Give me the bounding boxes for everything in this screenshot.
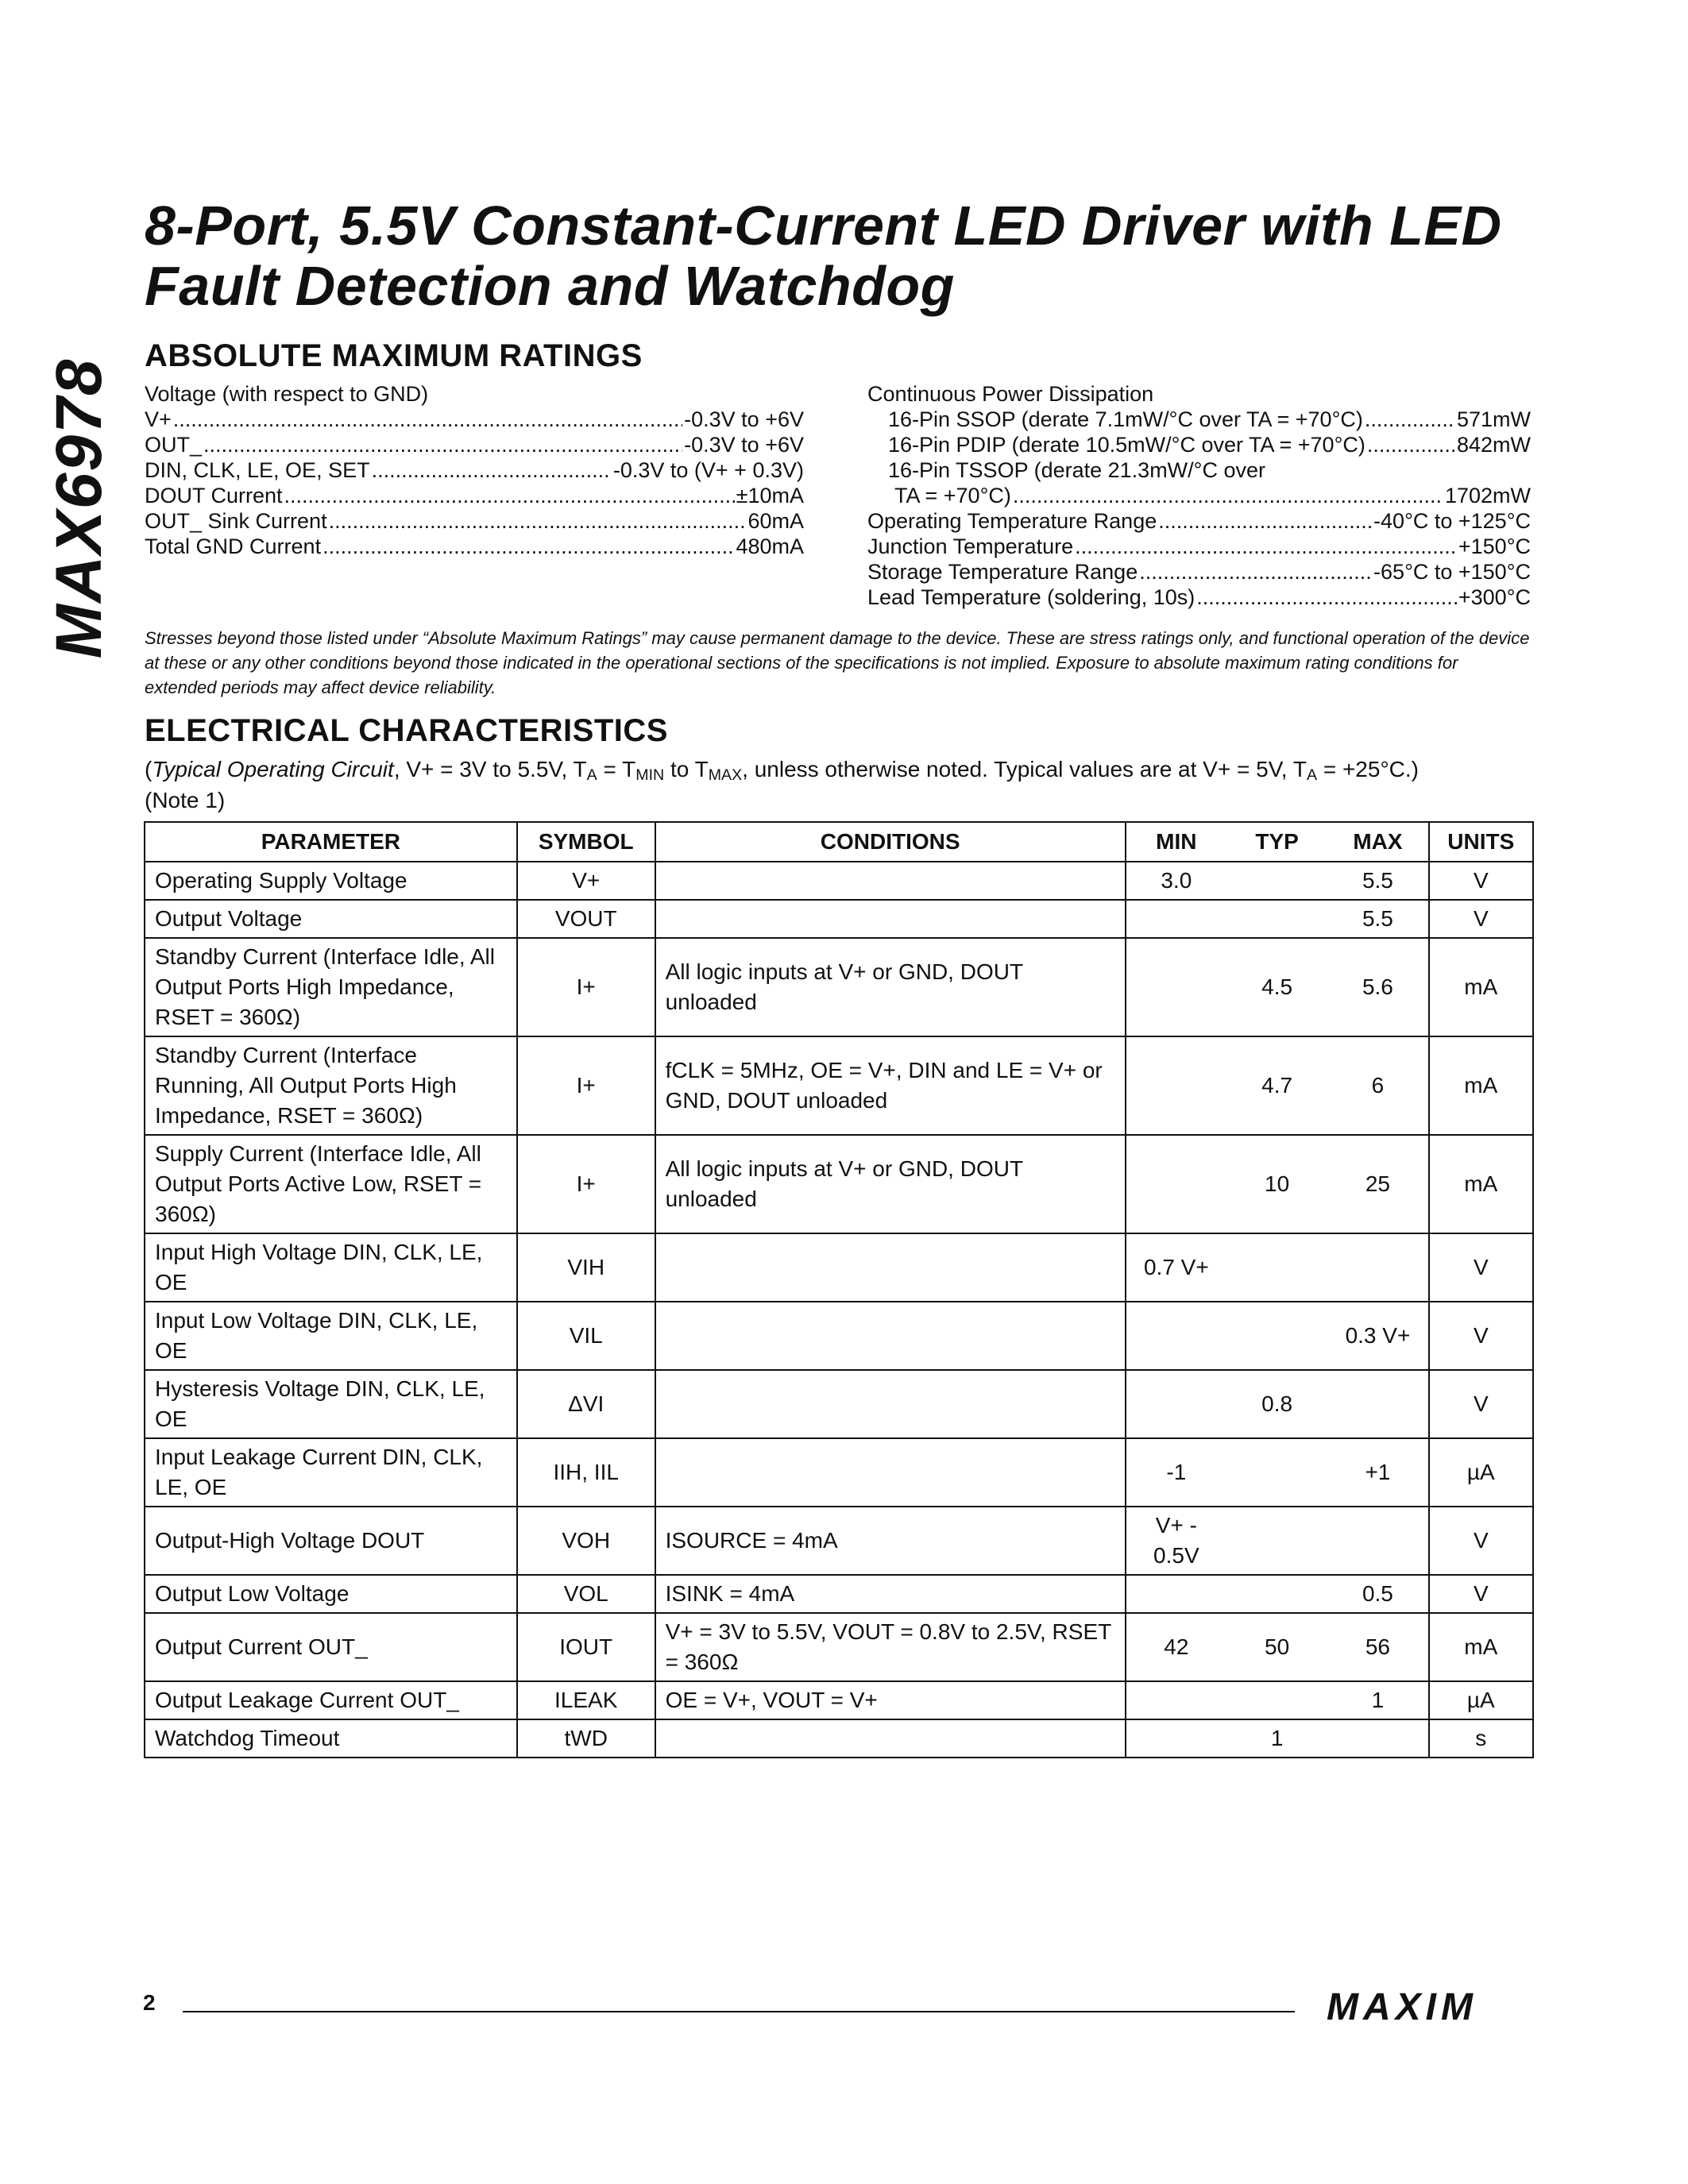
amr-right-list <box>867 407 1531 610</box>
cell-min <box>1126 1575 1226 1613</box>
cell-typ: 1 <box>1226 1719 1327 1758</box>
leader-dots <box>323 534 734 559</box>
cell-symbol: VOH <box>517 1507 655 1575</box>
cell-typ <box>1226 862 1327 900</box>
rating-row <box>867 407 1531 432</box>
cell-typ <box>1226 1302 1327 1370</box>
cell-symbol: I+ <box>517 1135 655 1233</box>
cell-symbol: VIL <box>517 1302 655 1370</box>
cell-min <box>1126 1719 1226 1758</box>
cell-min: 0.7 V+ <box>1126 1233 1226 1302</box>
leader-dots <box>329 508 747 534</box>
rating-row <box>867 585 1531 610</box>
amr-right-column <box>867 381 1531 610</box>
cell-units: mA <box>1429 1135 1533 1233</box>
cell-typ <box>1226 1507 1327 1575</box>
rating-label: 16-Pin PDIP (derate 10.5mW/°C over TA = +70°C) <box>888 433 1365 457</box>
page-footer <box>143 1985 1525 2028</box>
cell-min <box>1126 938 1226 1036</box>
cell-conditions <box>655 1719 1126 1758</box>
cell-typ <box>1226 1233 1327 1302</box>
cell-units: mA <box>1429 1036 1533 1135</box>
ec-heading: ELECTRICAL CHARACTERISTICS <box>145 713 668 748</box>
leader-dots <box>203 432 682 457</box>
rating-row <box>145 432 804 457</box>
rating-value: -40°C to +125°C <box>1373 509 1531 533</box>
rating-label: Junction Temperature <box>867 534 1074 558</box>
leader-dots <box>1139 559 1372 585</box>
cell-conditions <box>655 900 1126 938</box>
cell-conditions: ISINK = 4mA <box>655 1575 1126 1613</box>
cell-units: V <box>1429 862 1533 900</box>
cell-min <box>1126 1681 1226 1719</box>
cell-min <box>1126 900 1226 938</box>
cell-typ: 10 <box>1226 1135 1327 1233</box>
cell-parameter: Output-High Voltage DOUT <box>145 1507 517 1575</box>
rating-label: V+ <box>145 407 172 431</box>
cell-max: 56 <box>1327 1613 1428 1681</box>
cell-symbol: I+ <box>517 938 655 1036</box>
leader-dots <box>1158 508 1372 534</box>
cell-units: V <box>1429 1302 1533 1370</box>
header-max: MAX <box>1327 822 1428 862</box>
cell-symbol: IIH, IIL <box>517 1438 655 1507</box>
header-typ: TYP <box>1226 822 1327 862</box>
cell-parameter: Operating Supply Voltage <box>145 862 517 900</box>
table-header-row <box>145 822 1533 862</box>
ec-intro-italic: Typical Operating Circuit <box>152 757 394 781</box>
stress-note: Stresses beyond those listed under “Absolute Maximum Ratings” may cause permanent damage to the device. These are stress ratings only, and functional operation of the device at these or any other conditions beyond those indicated in the operational sections of the specifications is not implied. Exposure to absolute maximum rating conditions for extended periods may affect device reliability. <box>145 628 1530 697</box>
cell-parameter: Input Leakage Current DIN, CLK, LE, OE <box>145 1438 517 1507</box>
cell-max <box>1327 1507 1428 1575</box>
rating-row <box>867 457 1531 483</box>
cell-units: mA <box>1429 1613 1533 1681</box>
cell-units: µA <box>1429 1438 1533 1507</box>
cell-typ: 0.8 <box>1226 1370 1327 1438</box>
cell-typ <box>1226 1681 1327 1719</box>
leader-dots <box>173 407 682 432</box>
rating-label: 16-Pin SSOP (derate 7.1mW/°C over TA = +70°C) <box>888 407 1363 431</box>
rating-label: Total GND Current <box>145 534 322 558</box>
leader-dots <box>1367 432 1455 457</box>
rating-label: Storage Temperature Range <box>867 560 1138 584</box>
table-row <box>145 1036 1533 1135</box>
leader-dots <box>372 457 612 483</box>
rating-value: 842mW <box>1456 433 1531 457</box>
cell-units: V <box>1429 1370 1533 1438</box>
header-symbol: SYMBOL <box>517 822 655 862</box>
cell-conditions <box>655 1370 1126 1438</box>
cell-units: µA <box>1429 1681 1533 1719</box>
page-number: 2 <box>143 1990 156 2015</box>
rating-value: +300°C <box>1458 585 1531 609</box>
cell-max <box>1327 1719 1428 1758</box>
cell-symbol: IOUT <box>517 1613 655 1681</box>
table-row <box>145 1233 1533 1302</box>
rating-row <box>145 534 804 559</box>
cell-typ <box>1226 1438 1327 1507</box>
cell-conditions: ISOURCE = 4mA <box>655 1507 1126 1575</box>
maxim-logo: MAXIM <box>1327 1986 1477 2028</box>
rating-value: -65°C to +150°C <box>1373 560 1531 584</box>
cell-parameter: Watchdog Timeout <box>145 1719 517 1758</box>
rating-label: OUT_ Sink Current <box>145 509 327 533</box>
cell-symbol: V+ <box>517 862 655 900</box>
amr-left-column <box>145 381 804 559</box>
cell-symbol: VOL <box>517 1575 655 1613</box>
cell-parameter: Input High Voltage DIN, CLK, LE, OE <box>145 1233 517 1302</box>
cell-max: 1 <box>1327 1681 1428 1719</box>
rating-row <box>145 508 804 534</box>
cell-parameter: Standby Current (Interface Idle, All Output Ports High Impedance, RSET = 360Ω) <box>145 938 517 1036</box>
rating-label: OUT_ <box>145 433 203 457</box>
rating-row <box>867 534 1531 559</box>
cell-units: V <box>1429 1575 1533 1613</box>
cell-min: 42 <box>1126 1613 1226 1681</box>
rating-value: -0.3V to +6V <box>684 407 804 431</box>
rating-value: -0.3V to (V+ + 0.3V) <box>612 458 804 482</box>
cell-symbol: ΔVI <box>517 1370 655 1438</box>
cell-parameter: Standby Current (Interface Running, All Output Ports High Impedance, RSET = 360Ω) <box>145 1036 517 1135</box>
rating-value: 60mA <box>747 509 804 533</box>
cell-conditions <box>655 1438 1126 1507</box>
rating-value: -0.3V to +6V <box>684 433 804 457</box>
cell-min <box>1126 1036 1226 1135</box>
cell-parameter: Output Low Voltage <box>145 1575 517 1613</box>
cell-symbol: tWD <box>517 1719 655 1758</box>
side-part-number: MAX6978 <box>43 357 115 659</box>
cell-min <box>1126 1135 1226 1233</box>
leader-dots <box>284 483 735 508</box>
cell-min: -1 <box>1126 1438 1226 1507</box>
cell-conditions: V+ = 3V to 5.5V, VOUT = 0.8V to 2.5V, RSET = 360Ω <box>655 1613 1126 1681</box>
leader-dots <box>1075 534 1457 559</box>
rating-label: Lead Temperature (soldering, 10s) <box>867 585 1196 609</box>
table-row <box>145 1719 1533 1758</box>
cell-max <box>1327 1370 1428 1438</box>
amr-left-header: Voltage (with respect to GND) <box>145 382 429 406</box>
rating-label: 16-Pin TSSOP (derate 21.3mW/°C over <box>888 458 1265 482</box>
rating-label: TA = +70°C) <box>894 484 1011 507</box>
cell-units: V <box>1429 1507 1533 1575</box>
cell-typ: 50 <box>1226 1613 1327 1681</box>
cell-max: 25 <box>1327 1135 1428 1233</box>
cell-min: V+ - 0.5V <box>1126 1507 1226 1575</box>
cell-parameter: Output Current OUT_ <box>145 1613 517 1681</box>
cell-parameter: Output Voltage <box>145 900 517 938</box>
cell-min <box>1126 1370 1226 1438</box>
rating-row <box>145 483 804 508</box>
table-row <box>145 1613 1533 1681</box>
page-title: 8-Port, 5.5V Constant-Current LED Driver with LED Fault Detection and Watchdog <box>145 195 1502 317</box>
rating-value: +150°C <box>1458 534 1531 558</box>
rating-value: 1702mW <box>1444 484 1531 507</box>
cell-min: 3.0 <box>1126 862 1226 900</box>
cell-typ <box>1226 1575 1327 1613</box>
table-row <box>145 1575 1533 1613</box>
cell-max: 0.3 V+ <box>1327 1302 1428 1370</box>
table-row <box>145 862 1533 900</box>
cell-max: +1 <box>1327 1438 1428 1507</box>
cell-symbol: VIH <box>517 1233 655 1302</box>
rating-label: DIN, CLK, LE, OE, SET <box>145 458 370 482</box>
leader-dots <box>1013 483 1443 508</box>
cell-conditions: OE = V+, VOUT = V+ <box>655 1681 1126 1719</box>
rating-row <box>867 483 1531 508</box>
table-row <box>145 1370 1533 1438</box>
amr-heading: ABSOLUTE MAXIMUM RATINGS <box>145 338 643 373</box>
rating-row <box>145 457 804 483</box>
header-min: MIN <box>1126 822 1226 862</box>
rating-row <box>145 407 804 432</box>
amr-right-header: Continuous Power Dissipation <box>867 382 1154 406</box>
electrical-characteristics-table <box>144 821 1534 1758</box>
header-conditions: CONDITIONS <box>655 822 1126 862</box>
cell-conditions <box>655 1302 1126 1370</box>
rating-value: ±10mA <box>736 484 804 507</box>
table-row <box>145 938 1533 1036</box>
cell-max: 0.5 <box>1327 1575 1428 1613</box>
cell-typ: 4.5 <box>1226 938 1327 1036</box>
table-row <box>145 1302 1533 1370</box>
leader-dots <box>1365 407 1455 432</box>
cell-units: V <box>1429 900 1533 938</box>
cell-typ <box>1226 900 1327 938</box>
cell-conditions <box>655 862 1126 900</box>
cell-symbol: VOUT <box>517 900 655 938</box>
table-row <box>145 1438 1533 1507</box>
cell-parameter: Input Low Voltage DIN, CLK, LE, OE <box>145 1302 517 1370</box>
table-row <box>145 1135 1533 1233</box>
rating-row <box>867 559 1531 585</box>
header-parameter: PARAMETER <box>145 822 517 862</box>
cell-typ: 4.7 <box>1226 1036 1327 1135</box>
table-row <box>145 900 1533 938</box>
cell-parameter: Hysteresis Voltage DIN, CLK, LE, OE <box>145 1370 517 1438</box>
cell-max: 5.5 <box>1327 862 1428 900</box>
table-row <box>145 1507 1533 1575</box>
cell-max: 6 <box>1327 1036 1428 1135</box>
cell-max: 5.5 <box>1327 900 1428 938</box>
rating-row <box>867 508 1531 534</box>
cell-conditions <box>655 1233 1126 1302</box>
cell-conditions: fCLK = 5MHz, OE = V+, DIN and LE = V+ or GND, DOUT unloaded <box>655 1036 1126 1135</box>
header-units: UNITS <box>1429 822 1533 862</box>
rating-label: DOUT Current <box>145 484 283 507</box>
cell-parameter: Output Leakage Current OUT_ <box>145 1681 517 1719</box>
cell-units: V <box>1429 1233 1533 1302</box>
cell-conditions: All logic inputs at V+ or GND, DOUT unloaded <box>655 938 1126 1036</box>
cell-conditions: All logic inputs at V+ or GND, DOUT unloaded <box>655 1135 1126 1233</box>
rating-label: Operating Temperature Range <box>867 509 1157 533</box>
footer-rule <box>183 2011 1295 2012</box>
cell-parameter: Supply Current (Interface Idle, All Output Ports Active Low, RSET = 360Ω) <box>145 1135 517 1233</box>
ec-conditions-intro: (Typical Operating Circuit, V+ = 3V to 5.5V, $T_A = T_{MIN}$ to $T_{MAX}$, unless otherwise noted. Typical values are at V+ = 5V, $T_A = +25^\circ C$.) (Note 1) <box>145 757 1419 812</box>
cell-min <box>1126 1302 1226 1370</box>
cell-symbol: I+ <box>517 1036 655 1135</box>
rating-row <box>867 432 1531 457</box>
cell-symbol: ILEAK <box>517 1681 655 1719</box>
cell-max: 5.6 <box>1327 938 1428 1036</box>
table-row <box>145 1681 1533 1719</box>
rating-value: 480mA <box>736 534 804 558</box>
rating-value: 571mW <box>1456 407 1531 431</box>
leader-dots <box>1196 585 1457 610</box>
cell-units: mA <box>1429 938 1533 1036</box>
cell-max <box>1327 1233 1428 1302</box>
amr-left-list <box>145 407 804 559</box>
cell-units: s <box>1429 1719 1533 1758</box>
